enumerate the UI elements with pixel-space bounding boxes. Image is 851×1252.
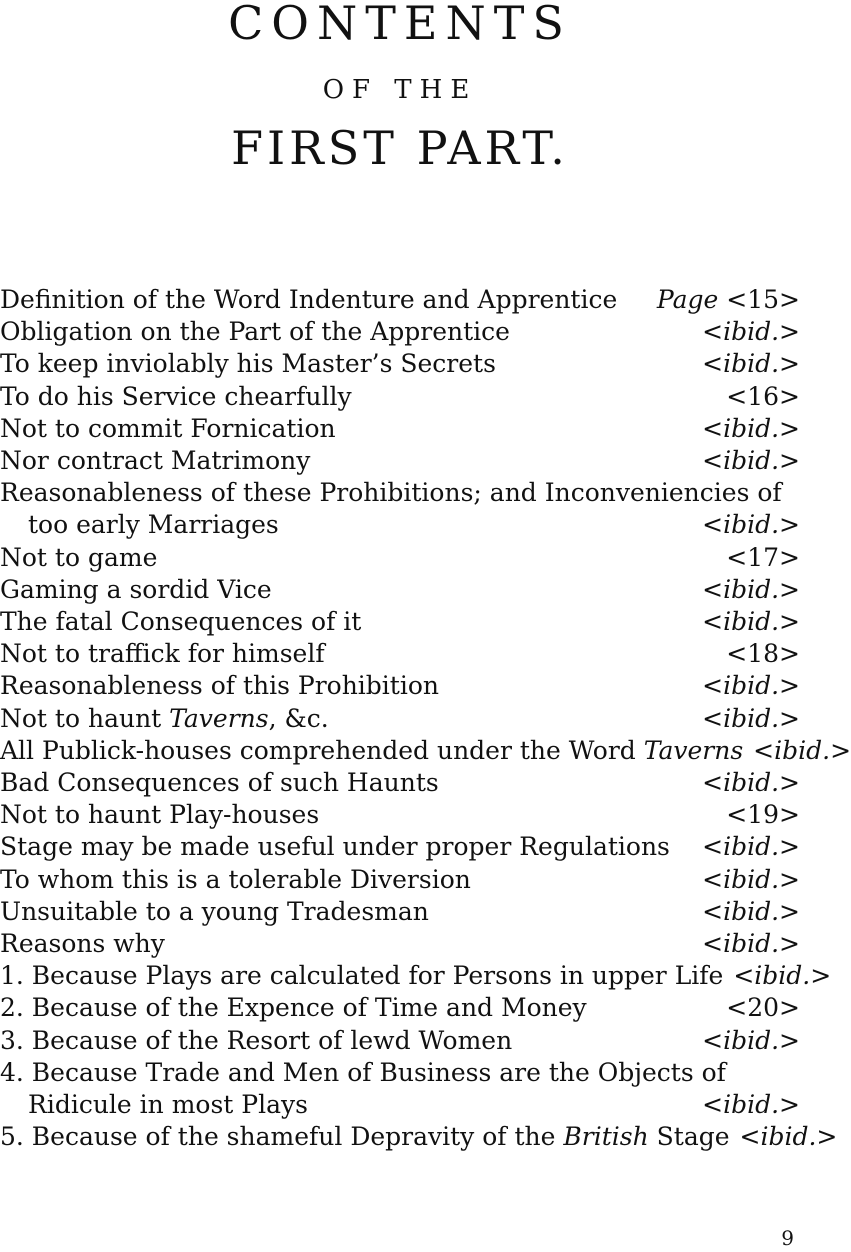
entry-label: Nor contract Matrimony [0, 446, 311, 476]
label-text: Not to haunt [0, 703, 170, 733]
label-italic: Taverns [169, 703, 269, 733]
entry-page [692, 413, 800, 445]
page-ref: <ibid.> [753, 735, 851, 765]
page-ref: <ibid.> [702, 864, 800, 894]
toc-entry [0, 928, 800, 960]
entry-label: To whom this is a tolerable Diversion [0, 864, 471, 894]
page-ref: <ibid.> [702, 317, 800, 347]
toc-entry [0, 638, 800, 670]
page-ref: <19> [726, 800, 800, 830]
toc-entry-continued [0, 1089, 800, 1121]
page-ref: <ibid.> [702, 703, 800, 733]
page-ref: <ibid.> [739, 1122, 838, 1152]
toc-entry [0, 896, 800, 928]
entry-label: The fatal Consequences of it [0, 607, 362, 637]
entry-page [716, 381, 800, 413]
entry-label: To do his Service chearfully [0, 381, 352, 411]
page-ref: <ibid.> [702, 574, 800, 604]
page-ref: <ibid.> [702, 768, 800, 798]
entry-label: Not to commit Fornication [0, 413, 336, 443]
entry-label: Unsuitable to a young Tradesman [0, 896, 429, 926]
page-ref: <16> [726, 381, 800, 411]
entry-label-continued: Ridicule in most Plays [28, 1090, 308, 1120]
toc-entry [0, 445, 800, 477]
entry-label: Bad Consequences of such Haunts [0, 768, 439, 798]
entry-label: 3. Because of the Resort of lewd Women [0, 1025, 513, 1055]
toc-entry [0, 477, 800, 509]
entry-page [692, 316, 800, 348]
label-text: , &c. [268, 703, 329, 733]
toc-entry [0, 703, 800, 735]
entry-label: Definition of the Word Indenture and Apprentice [0, 285, 618, 314]
entry-label: Reasonableness of these Prohibitions; and Inconveniencies of [0, 478, 782, 508]
page-prefix: Page [656, 285, 727, 314]
entry-label: Obligation on the Part of the Apprentice [0, 317, 510, 347]
entry-page [692, 1025, 800, 1057]
entry-label: Not to traffick for himself [0, 639, 325, 669]
entry-label: Reasonableness of this Prohibition [0, 671, 439, 701]
page-ref: <ibid.> [702, 510, 800, 540]
page-ref: <15> [726, 285, 800, 314]
toc-entry [0, 1121, 838, 1153]
page-ref: <ibid.> [702, 832, 800, 862]
toc-entry [0, 960, 832, 992]
page-ref: <ibid.> [702, 446, 800, 476]
toc-entry [0, 542, 800, 574]
page-ref: <ibid.> [702, 896, 800, 926]
toc-entry [0, 670, 800, 702]
heading-first-part: FIRST PART. [231, 121, 569, 175]
entry-label: Not to game [0, 542, 158, 572]
page-ref: <ibid.> [702, 1090, 800, 1120]
page-ref: <ibid.> [702, 413, 800, 443]
toc-entry [0, 606, 800, 638]
toc-entry [0, 381, 800, 413]
entry-label [0, 1121, 730, 1153]
page-ref: <ibid.> [702, 349, 800, 379]
toc-entry [0, 864, 800, 896]
page-ref: <ibid.> [702, 671, 800, 701]
entry-page [692, 445, 800, 477]
toc-entry [0, 574, 800, 606]
entry-page [692, 767, 800, 799]
entry-label: 2. Because of the Expence of Time and Money [0, 993, 587, 1023]
entry-page [647, 284, 800, 316]
entry-page [716, 799, 800, 831]
entry-page [692, 574, 800, 606]
entry-page [692, 896, 800, 928]
entry-page [692, 606, 800, 638]
toc-entry-continued [0, 509, 800, 541]
toc-entry [0, 316, 800, 348]
entry-page [692, 831, 800, 863]
toc-entry [0, 767, 800, 799]
entry-label: Reasons why [0, 929, 165, 959]
toc-entry [0, 1025, 800, 1057]
entry-page [692, 509, 800, 541]
entry-page [692, 864, 800, 896]
page-ref: <ibid.> [702, 929, 800, 959]
entry-label [0, 735, 743, 767]
page-ref: <ibid.> [733, 961, 832, 991]
entry-page [730, 1121, 838, 1153]
entry-label [0, 703, 692, 735]
entry-page [716, 542, 800, 574]
entry-page [743, 735, 851, 767]
entry-page [716, 992, 800, 1024]
entry-page [723, 960, 831, 992]
toc-entry [0, 799, 800, 831]
entry-page [692, 703, 800, 735]
entry-label: Not to haunt Play-houses [0, 800, 320, 830]
entry-page [716, 638, 800, 670]
heading-contents: CONTENTS [228, 0, 572, 50]
entry-label: 1. Because Plays are calculated for Persons in upper Life [0, 961, 724, 991]
label-text: 5. Because of the shameful Depravity of the [0, 1122, 564, 1152]
page-ref: <ibid.> [702, 607, 800, 637]
page-ref: <18> [726, 639, 800, 669]
toc-entry [0, 992, 800, 1024]
entry-label: Gaming a sordid Vice [0, 574, 272, 604]
toc-entry [0, 413, 800, 445]
toc-entry [0, 1057, 800, 1089]
entry-page [692, 1089, 800, 1121]
label-italic: British [563, 1122, 649, 1152]
label-text: All Publick-houses comprehended under the Word [0, 735, 644, 765]
page-ref: <ibid.> [702, 1025, 800, 1055]
entry-label: 4. Because Trade and Men of Business are the Objects of [0, 1057, 726, 1087]
entry-label-continued: too early Marriages [28, 510, 279, 540]
label-italic: Taverns [643, 735, 744, 765]
toc-entry [0, 831, 800, 863]
heading-of-the: OF THE [322, 75, 478, 105]
page-number: 9 [781, 1226, 794, 1250]
toc-entry [0, 284, 800, 316]
entry-page [692, 348, 800, 380]
entry-label: To keep inviolably his Master’s Secrets [0, 349, 496, 379]
entry-page [692, 928, 800, 960]
page-ref: <17> [726, 542, 800, 572]
page-ref: <20> [726, 993, 800, 1023]
toc-entry [0, 348, 800, 380]
toc-entry [0, 735, 851, 767]
entry-label: Stage may be made useful under proper Regulations [0, 832, 670, 862]
entry-page [692, 670, 800, 702]
table-of-contents [0, 284, 851, 1153]
label-text: Stage [648, 1122, 730, 1152]
